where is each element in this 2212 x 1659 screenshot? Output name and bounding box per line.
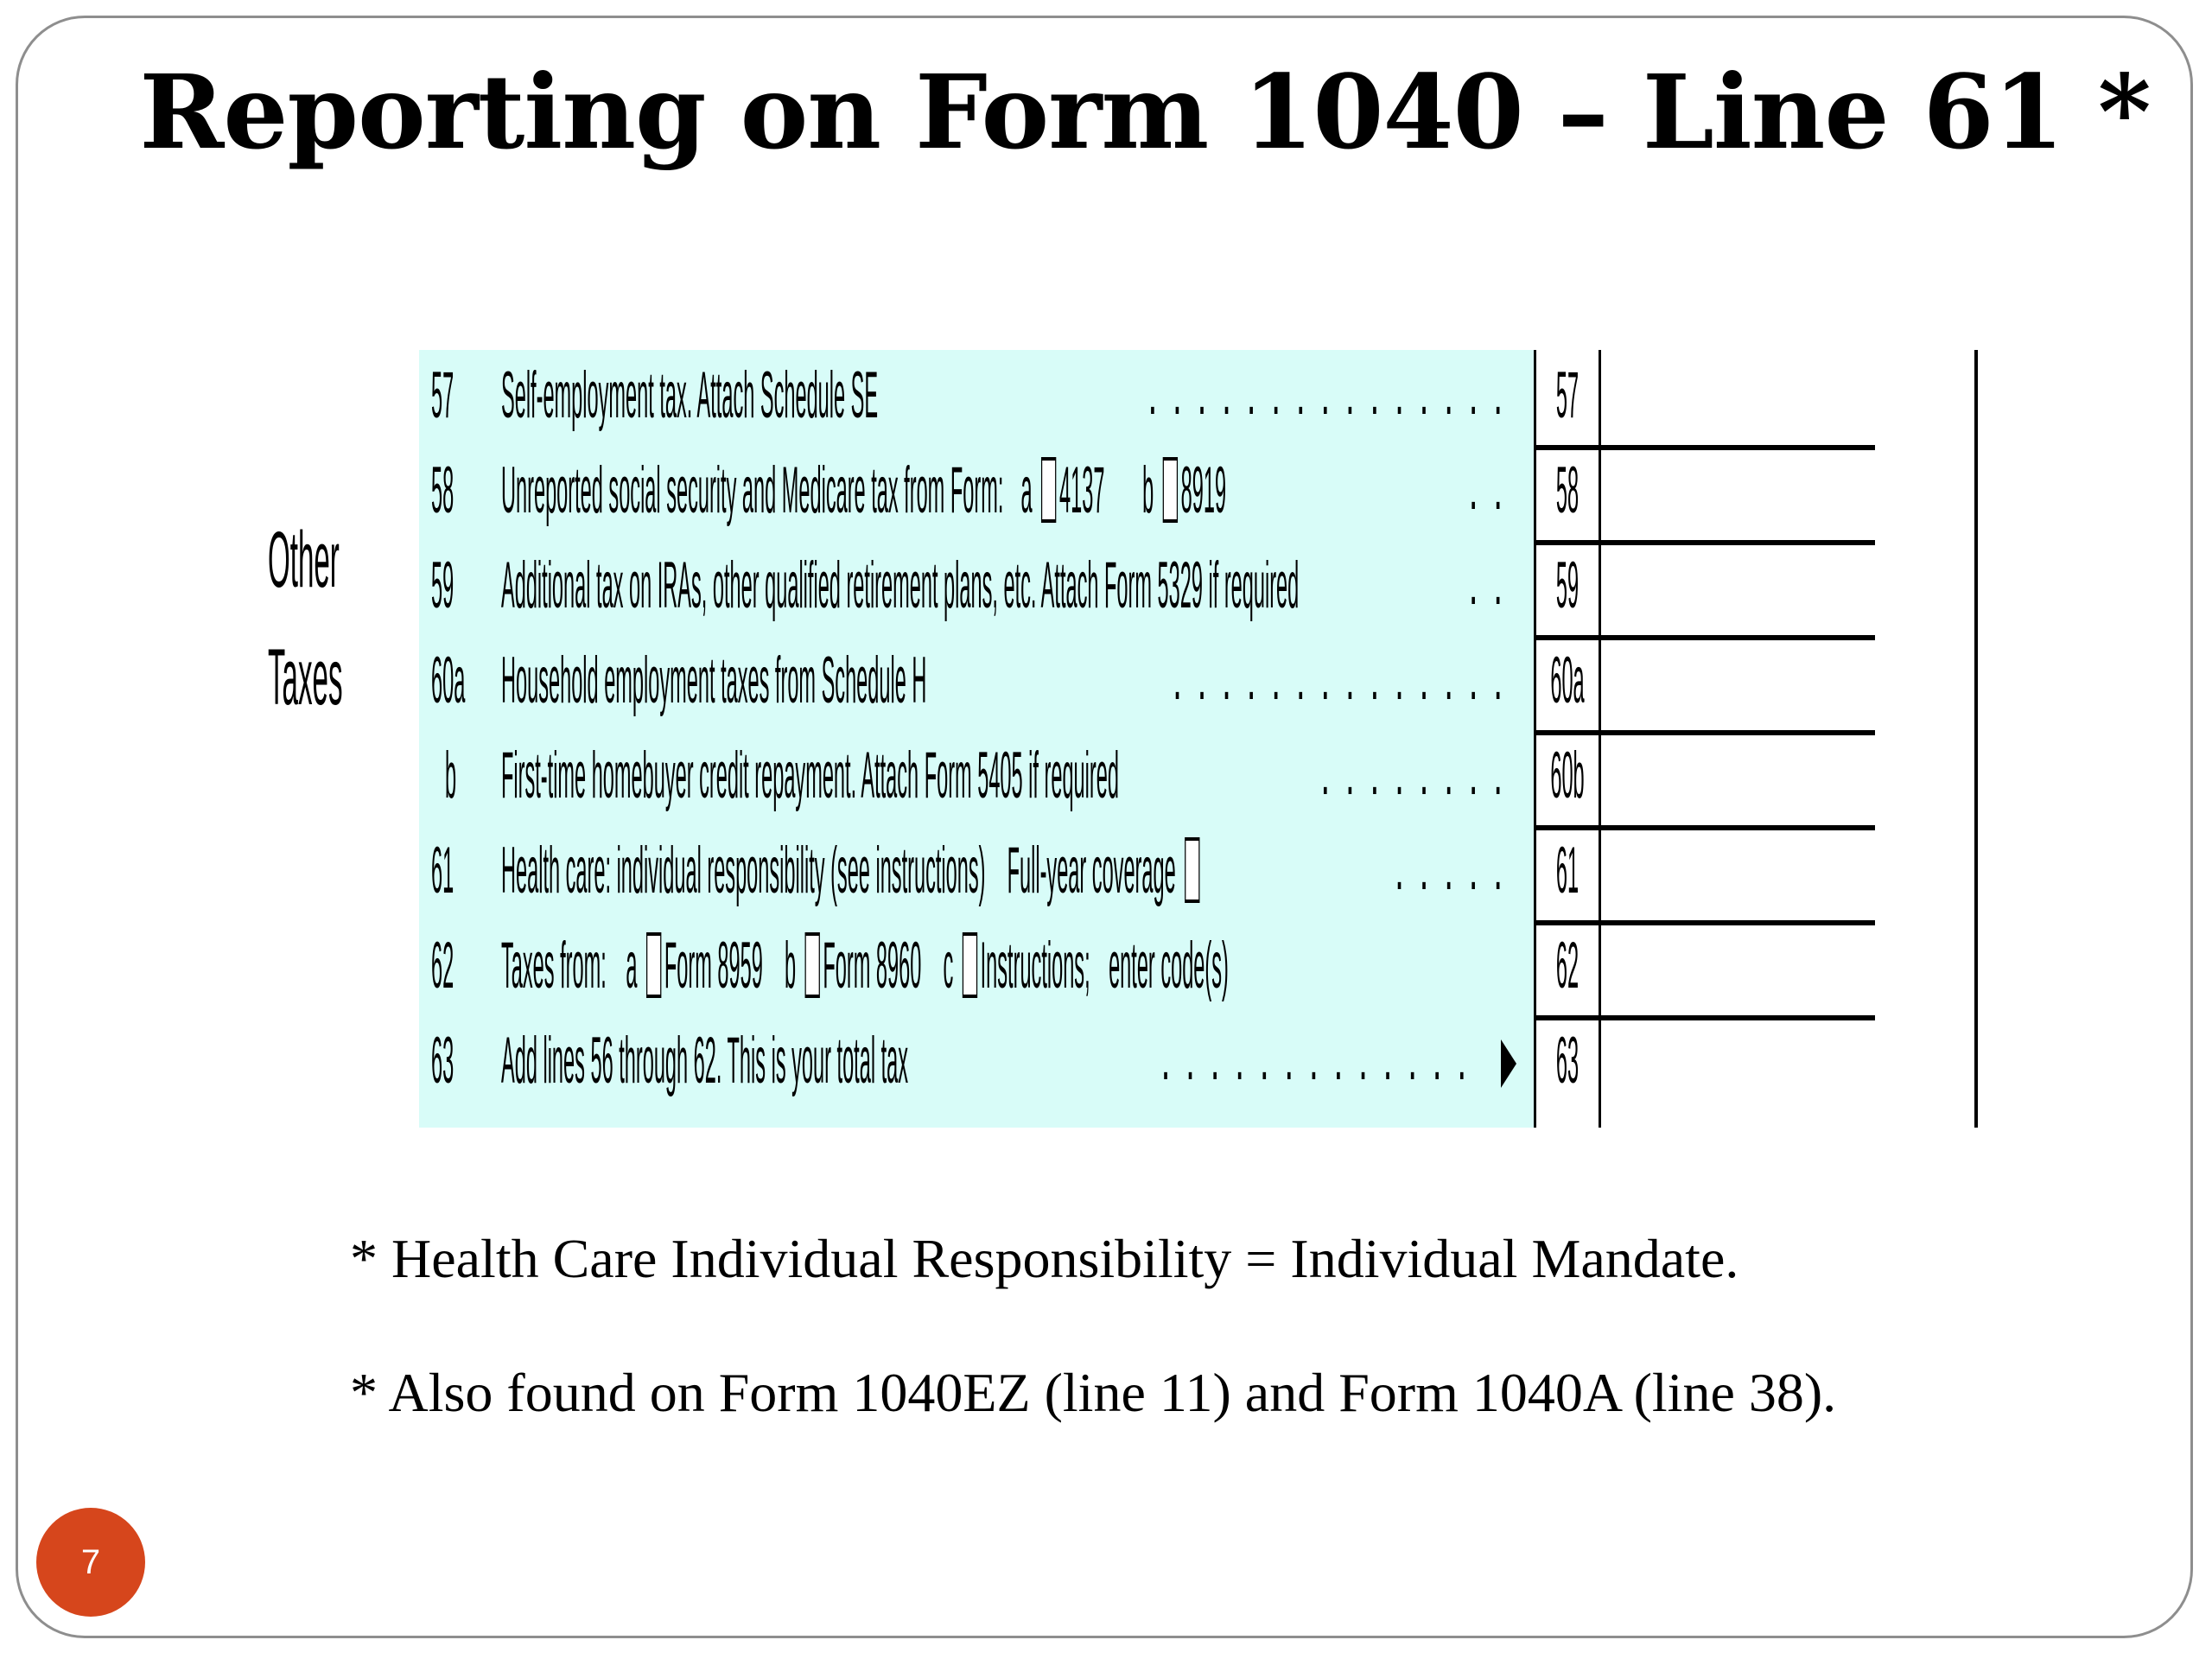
option-b-label: Form 8960 xyxy=(823,931,922,1003)
box-label: 61 xyxy=(1555,836,1580,908)
line-number: b xyxy=(445,741,457,813)
form-row-61 xyxy=(419,825,1534,920)
line-description xyxy=(501,836,1203,910)
line-description: Add lines 56 through 62. This is your total tax xyxy=(501,1026,909,1098)
line-number: 58 xyxy=(431,455,454,528)
leader-dots: ............... xyxy=(1147,357,1518,429)
form-8960-checkbox[interactable] xyxy=(804,932,819,998)
form-row-57 xyxy=(419,350,1534,445)
leader-dots: ..... xyxy=(1395,832,1518,905)
line-61-text: Health care: individual responsibility (see instructions) xyxy=(501,836,986,908)
line-58-text: Unreported social security and Medicare tax from Form: xyxy=(501,455,1004,528)
box-label: 60a xyxy=(1550,645,1585,718)
line-62-text: Taxes from: xyxy=(501,931,607,1003)
option-a-label: 4137 xyxy=(1059,455,1105,528)
option-a-letter: a xyxy=(626,931,638,1003)
amount-field-61[interactable] xyxy=(1534,920,1875,925)
option-b-letter: b xyxy=(1142,455,1154,528)
form-row-60a xyxy=(419,635,1534,730)
form-8959-checkbox[interactable] xyxy=(646,932,661,998)
leader-dots: ........ xyxy=(1320,737,1518,810)
form-8919-checkbox[interactable] xyxy=(1163,457,1178,523)
full-year-coverage-label: Full-year coverage xyxy=(1007,836,1176,908)
footnote-mandate: * Health Care Individual Responsibility = Individual Mandate. xyxy=(350,1228,1739,1289)
leader-dots: .............. xyxy=(1173,642,1518,715)
form-row-58 xyxy=(419,445,1534,540)
page-number-badge: 7 xyxy=(36,1508,145,1617)
form-row-59 xyxy=(419,540,1534,635)
form-row-63 xyxy=(419,1015,1534,1110)
amount-field-59[interactable] xyxy=(1534,635,1875,640)
enter-codes-label: enter code(s) xyxy=(1109,931,1229,1003)
box-label: 58 xyxy=(1555,455,1580,528)
form-row-62 xyxy=(419,920,1534,1015)
line-description: Self-employment tax. Attach Schedule SE xyxy=(501,360,879,433)
line-number: 63 xyxy=(431,1026,454,1098)
box-label: 62 xyxy=(1555,931,1580,1003)
line-box-column xyxy=(1534,350,1601,1128)
amount-field-60b[interactable] xyxy=(1534,825,1875,830)
leader-dots: ............. xyxy=(1160,1022,1482,1095)
section-label-other: Other xyxy=(268,514,340,604)
form-1040-excerpt xyxy=(268,350,1987,1128)
footnote-other-forms: * Also found on Form 1040EZ (line 11) and Form 1040A (line 38). xyxy=(350,1362,1837,1423)
option-b-letter: b xyxy=(784,931,797,1003)
amount-field-57[interactable] xyxy=(1534,445,1875,450)
box-label: 60b xyxy=(1550,741,1585,813)
option-b-label: 8919 xyxy=(1180,455,1227,528)
line-number: 57 xyxy=(431,360,454,433)
form-canvas xyxy=(268,350,1987,1128)
form-row-60b xyxy=(419,730,1534,825)
box-label: 59 xyxy=(1555,550,1580,623)
line-description xyxy=(501,931,1229,1005)
line-description: Household employment taxes from Schedule H xyxy=(501,645,927,718)
option-a-letter: a xyxy=(1020,455,1033,528)
line-description xyxy=(501,455,1226,530)
option-a-label: Form 8959 xyxy=(664,931,763,1003)
line-number: 60a xyxy=(431,645,466,718)
amount-field-62[interactable] xyxy=(1534,1015,1875,1020)
right-margin-rule xyxy=(1974,350,1978,1128)
amount-field-58[interactable] xyxy=(1534,540,1875,545)
section-label-taxes: Taxes xyxy=(268,632,343,721)
line-number: 61 xyxy=(431,836,454,908)
amount-field-60a[interactable] xyxy=(1534,730,1875,735)
box-label: 57 xyxy=(1555,360,1580,433)
option-c-label: Instructions; xyxy=(980,931,1090,1003)
option-c-letter: c xyxy=(943,931,954,1003)
leader-dots: .. xyxy=(1468,452,1518,524)
arrow-right-icon xyxy=(1501,1039,1516,1088)
slide-title: Reporting on Form 1040 – Line 61 * xyxy=(139,52,2151,172)
section-label xyxy=(268,514,343,721)
form-4137-checkbox[interactable] xyxy=(1041,457,1056,523)
leader-dots: .. xyxy=(1468,547,1518,620)
line-number: 59 xyxy=(431,550,454,623)
line-number: 62 xyxy=(431,931,454,1003)
instructions-checkbox[interactable] xyxy=(963,932,977,998)
full-year-coverage-checkbox[interactable] xyxy=(1185,837,1199,903)
box-label: 63 xyxy=(1555,1026,1580,1098)
line-description: Additional tax on IRAs, other qualified retirement plans, etc. Attach Form 5329 if required xyxy=(501,550,1300,623)
line-description: First-time homebuyer credit repayment. Attach Form 5405 if required xyxy=(501,741,1119,813)
